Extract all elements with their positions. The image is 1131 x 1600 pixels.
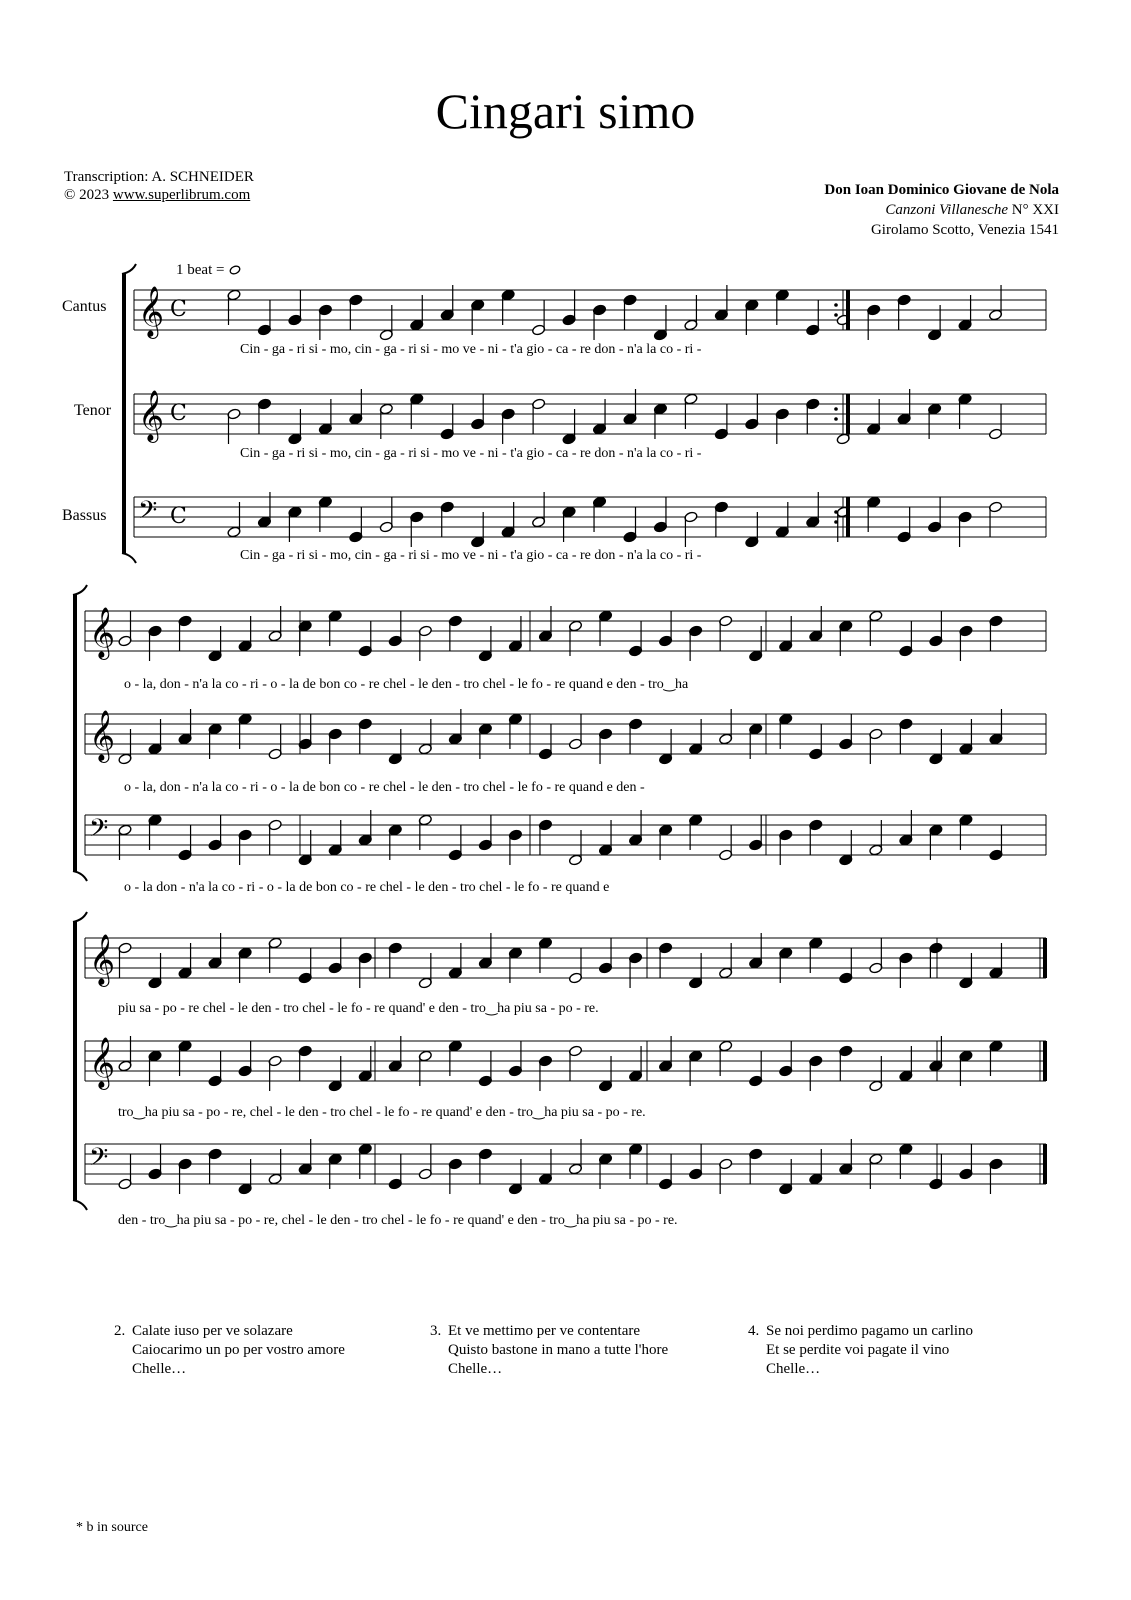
bracket-hook [73, 912, 87, 922]
publisher: Girolamo Scotto, Venezia 1541 [870, 222, 1059, 238]
verse-line: Chelle… [132, 1361, 187, 1377]
repeat-dot [834, 407, 838, 411]
system-bracket [73, 595, 77, 871]
transcription-credit: Transcription: A. SCHNEIDER [64, 169, 254, 185]
verse-line: Et se perdite voi pagate il vino [766, 1342, 950, 1358]
repeat-barline-thick [846, 394, 850, 434]
composer-name: Don Ioan Dominico Giovane de Nola [824, 182, 1059, 198]
verse-line: Et ve mettimo per ve contentare [448, 1323, 641, 1339]
bracket-hook [122, 553, 136, 563]
verse-number: 4. [748, 1323, 760, 1339]
voice-label-bassus: Bassus [62, 507, 107, 524]
lyrics-s3-tenor: tro‿ha piu sa - po - re, chel - le den - tro chel - le fo - re quand' e den - tro‿ha piu sa - po - re. [118, 1105, 646, 1120]
verse-number: 3. [430, 1323, 442, 1339]
treble-clef-icon: 𝄞 [89, 934, 116, 985]
final-barline-thick [1043, 938, 1047, 978]
final-barline-thick [1043, 1144, 1047, 1184]
verse-line: Se noi perdimo pagamo un carlino [766, 1323, 974, 1339]
lyrics-s2-bassus: o - la don - n'a la co - ri - o - la de bon co - re chel - le den - tro chel - le fo - re quand e [124, 880, 610, 895]
verse-line: Chelle… [766, 1361, 821, 1377]
bass-clef-icon: 𝄢 [89, 1143, 109, 1178]
collection-title: Canzoni Villanesche [885, 202, 1008, 218]
time-signature-icon: C [170, 297, 187, 322]
bracket-hook [73, 1200, 87, 1210]
repeat-dot [834, 510, 838, 514]
verse-number: 2. [114, 1323, 126, 1339]
verse-line: Calate iuso per ve solazare [132, 1323, 293, 1339]
treble-clef-icon: 𝄞 [89, 1037, 116, 1088]
time-signature-icon: C [170, 504, 187, 529]
time-signature-icon: C [170, 401, 187, 426]
repeat-dot [834, 313, 838, 317]
bracket-hook [122, 264, 136, 274]
lyrics-s2-tenor: o - la, don - n'a la co - ri - o - la de bon co - re chel - le den - tro chel - le fo - re quand e den - [124, 780, 645, 795]
copyright: © 2023 [64, 187, 110, 203]
treble-clef-icon: 𝄞 [138, 390, 165, 441]
repeat-dot [834, 520, 838, 524]
lyrics-s2-cantus: o - la, don - n'a la co - ri - o - la de bon co - re chel - le den - tro chel - le fo - re quand e den - tro‿ha [124, 677, 689, 692]
treble-clef-icon: 𝄞 [89, 710, 116, 761]
verse-line: Caiocarimo un po per vostro amore [132, 1342, 345, 1358]
repeat-dot [834, 417, 838, 421]
website-link[interactable]: www.superlibrum.com [112, 187, 251, 203]
footnote: * b in source [76, 1520, 148, 1535]
lyrics-s1-tenor: Cin - ga - ri si - mo, cin - ga - ri si - mo ve - ni - t'a gio - ca - re don - n'a la co - ri - [240, 446, 702, 461]
verse-2 [114, 1322, 345, 1379]
repeat-dot [834, 303, 838, 307]
verse-4 [748, 1322, 974, 1379]
system-bracket [122, 274, 126, 553]
final-barline-thick [1043, 1041, 1047, 1081]
lyrics-s1-bassus: Cin - ga - ri si - mo, cin - ga - ri si - mo ve - ni - t'a gio - ca - re don - n'a la co - ri - [240, 548, 702, 563]
lyrics-s3-bassus: den - tro‿ha piu sa - po - re, chel - le den - tro chel - le fo - re quand' e den - tro‿ha piu sa - po - re. [118, 1213, 678, 1228]
page-title: Cingari simo [435, 83, 696, 139]
lyrics-s1-cantus: Cin - ga - ri si - mo, cin - ga - ri si - mo ve - ni - t'a gio - ca - re don - n'a la co - ri - [240, 342, 702, 357]
collection-number: N° XXI [1011, 202, 1059, 218]
bracket-hook [73, 585, 87, 595]
voice-label-cantus: Cantus [62, 298, 107, 315]
verse-3 [430, 1322, 669, 1379]
voice-label-tenor: Tenor [74, 402, 112, 419]
lyrics-s3-cantus: piu sa - po - re chel - le den - tro chel - le fo - re quand' e den - tro‿ha piu sa - po - re. [118, 1001, 599, 1016]
tempo-label: 1 beat = [176, 262, 225, 278]
treble-clef-icon: 𝄞 [138, 286, 165, 337]
verse-line: Quisto bastone in mano a tutte l'hore [448, 1342, 669, 1358]
treble-clef-icon: 𝄞 [89, 607, 116, 658]
system-bracket [73, 922, 77, 1200]
bracket-hook [73, 871, 87, 881]
repeat-barline-thick [846, 290, 850, 330]
bass-clef-icon: 𝄢 [138, 496, 158, 531]
bass-clef-icon: 𝄢 [89, 814, 109, 849]
verse-line: Chelle… [448, 1361, 503, 1377]
repeat-barline-thick [846, 497, 850, 537]
